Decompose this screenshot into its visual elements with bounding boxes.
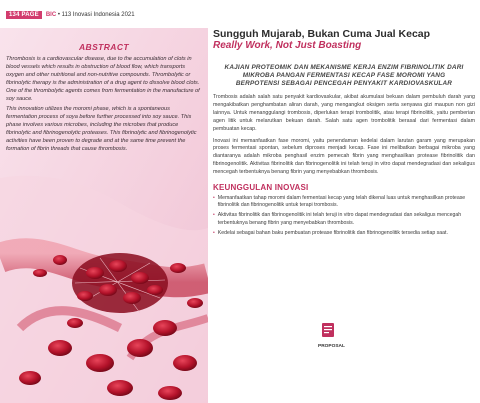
article-column bbox=[213, 28, 475, 240]
advantage-text: Kedelai sebagai bahan baku pembuatan protease fibrinolitik dan fibrinogenolitik tersedia setiap saat. bbox=[217, 229, 448, 236]
advantage-text: Memanfaatkan tahap moromi dalam fermentasi kecap yang telah dikenal luas untuk menghasilkan protease fibrinolitik dan fibrinogenolitik untuk terapi trombosis. bbox=[217, 195, 466, 209]
publication-name: BIC bbox=[45, 12, 57, 18]
proposal-label: PROPOSAL bbox=[318, 344, 345, 349]
article-subtitle: KAJIAN PROTEOMIK DAN MEKANISME KERJA ENZIM FIBRINOLITIK DARI MIKROBA PANGAN FERMENTASI KECAP FASE MOROMI YANG BERPOTENSI SEBAGAI PENCEGAH PENYAKIT KARDIOVASKULAR bbox=[224, 64, 464, 87]
article-body bbox=[213, 94, 475, 177]
series-name: 113 Inovasi Indonesia 2021 bbox=[61, 12, 135, 18]
abstract-paragraph-1: Thrombosis is a cardiovascular disease, due to the accumulation of clots in blood vessels which results in obstruction of blood flow, which transports oxygen and other nutritional and non-nutritive compounds. Thrombolytic or fibrinolytic therapy is the administration of a drug agent to dissolve blood clots. One of the thrombolytic agents comes from fermentation in the manufacture of soy sauce. bbox=[6, 56, 200, 102]
advantages-heading: KEUNGGULAN INOVASI bbox=[213, 183, 309, 193]
proposal-badge bbox=[318, 322, 345, 349]
advantage-text: Aktivitas fibrinolitik dan fibrinogenolitik ini telah teruji in vitro dapat mendegradasi dan sekaligus mencegah terbentuknya benang fibrin yang menyebabkan thrombosis. bbox=[217, 212, 462, 226]
abstract-heading: ABSTRACT bbox=[79, 42, 129, 52]
page-header bbox=[6, 9, 135, 21]
article-title: Sungguh Mujarab, Bukan Cuma Jual Kecap bbox=[213, 28, 431, 40]
abstract-paragraph-2: This innovation utilizes the moromi phase, which is a spontaneous fermentation process of soya before further processed into soy sauce. This phase involves various microbes, including the microbes that produce fibrinolytic and fibrinogenolytic proteases. This fibrinolytic and fibrinogenolytic activities have been proven to degrade and at the same time prevent the formation of fibrin threads that cause thrombosis. bbox=[6, 106, 197, 152]
bullet-icon: • bbox=[213, 229, 215, 236]
advantage-item bbox=[213, 230, 475, 237]
bullet-icon: • bbox=[213, 195, 215, 202]
page-number-badge: 134 PAGE bbox=[6, 11, 42, 19]
article-title-english: Really Work, Not Just Boasting bbox=[213, 40, 362, 51]
proposal-icon bbox=[321, 322, 335, 338]
publication-line bbox=[46, 12, 135, 18]
header-separator: • bbox=[57, 12, 60, 18]
abstract-block bbox=[6, 42, 202, 157]
body-paragraph-2: Inovasi ini memanfaatkan fase moromi, yaitu penendaman kedelai dalam larutan garam yang merupakan proses fermentasi spontan, sebelum diproses menjadi kecap. Fase ini melibatkan berbagai mikroba yang diantaranya adalah mikroba penghasil enzim pemecah fibrin yang menghasilkan protease fibrinolitik dan fibrinogenolitik. Aktivitas fibrinolitik dan fibrinogenolitik ini telah teruji in vitro dapat mendegradasi dan sekaligus mencegah terbentuknya benang fibrin yang menyebabkan thrombosis. bbox=[213, 137, 475, 176]
advantage-item bbox=[213, 195, 475, 209]
bullet-icon: • bbox=[213, 212, 215, 219]
abstract-panel bbox=[0, 28, 208, 403]
advantage-item bbox=[213, 212, 475, 226]
body-paragraph-1: Trombosis adalah salah satu penyakit kardiovaskular, akibat akumulasi bekuan dalam pembuluh darah yang mengakibatkan penghambatan aliran darah, yang mengangkut oksigen serta senyawa gizi maupun non gizi lainnya. Untuk menanggulangi trombosis, diperlukan terapi trombolitik, atau terapi fibrinolitik, yaitu pemberian agen litik untuk melarutkan bekuan darah. Salah satu agen trombolitik berasal dari fermentasi dalam pembuatan kecap. bbox=[213, 94, 475, 132]
